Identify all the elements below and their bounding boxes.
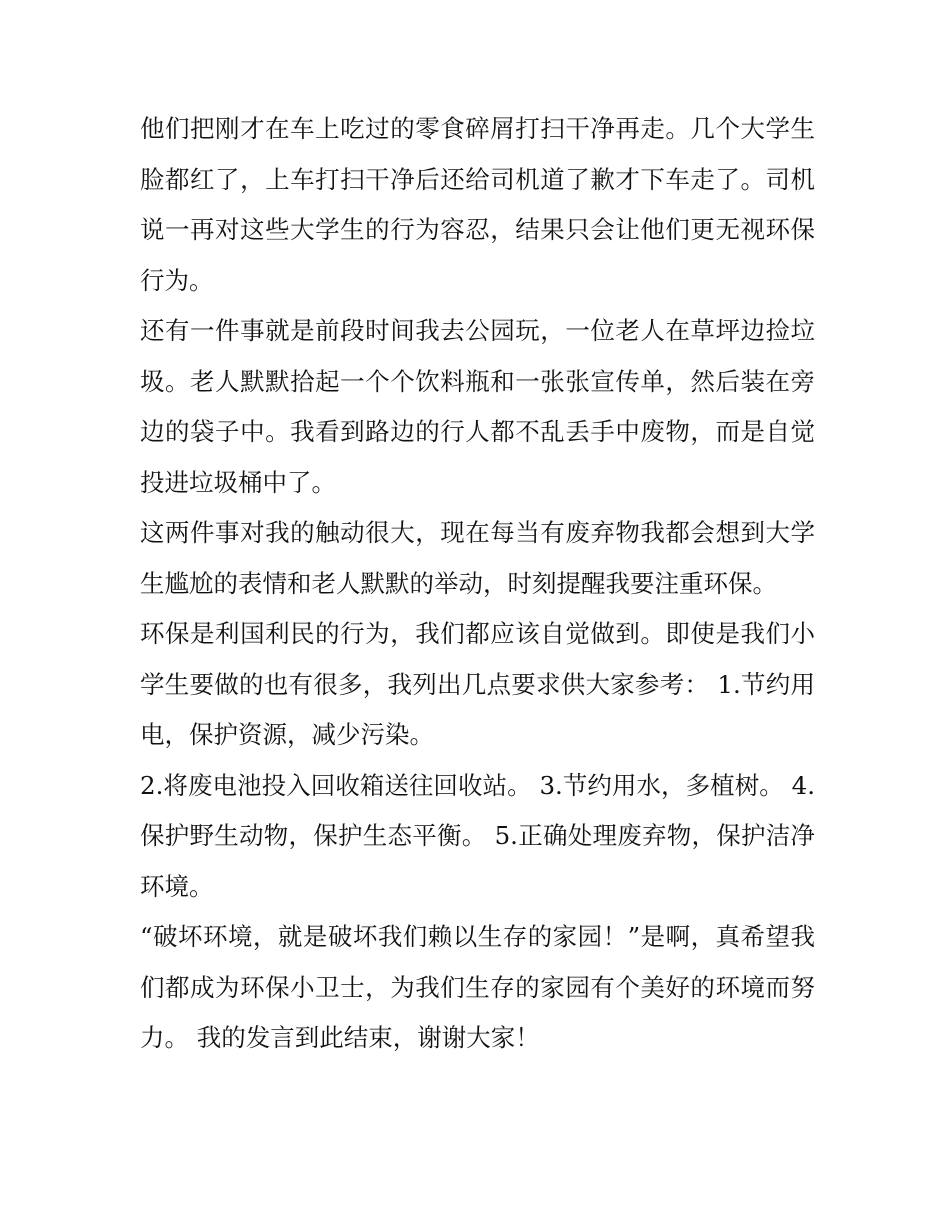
paragraph-5: 2.将废电池投入回收箱送往回收站。 3.节约用水，多植树。 4.保护野生动物，保护生态平衡。 5.正确处理废弃物，保护洁净环境。 [140,770,815,901]
paragraph-3: 这两件事对我的触动很大，现在每当有废弃物我都会想到大学生尴尬的表情和老人默默的举动，时刻提醒我要注重环保。 [140,518,815,598]
paragraph-4: 环保是利国利民的行为，我们都应该自觉做到。即使是我们小学生要做的也有很多，我列出几点要求供大家参考： 1.节约用电，保护资源，减少污染。 [140,619,815,749]
paragraph-1: 他们把刚才在车上吃过的零食碎屑打扫干净再走。几个大学生脸都红了，上车打扫干净后还给司机道了歉才下车走了。司机说一再对这些大学生的行为容忍，结果只会让他们更无视环保行为。 [140,114,815,295]
document-page [140,104,815,1064]
paragraph-2: 还有一件事就是前段时间我去公园玩，一位老人在草坪边捡垃圾。老人默默拾起一个个饮料瓶和一张张宣传单，然后装在旁边的袋子中。我看到路边的行人都不乱丢手中废物，而是自觉投进垃圾桶中了。 [140,316,815,497]
paragraph-6: “破坏环境，就是破坏我们赖以生存的家园！”是啊，真希望我们都成为环保小卫士，为我们生存的家园有个美好的环境而努力。 我的发言到此结束，谢谢大家！ [140,922,815,1052]
